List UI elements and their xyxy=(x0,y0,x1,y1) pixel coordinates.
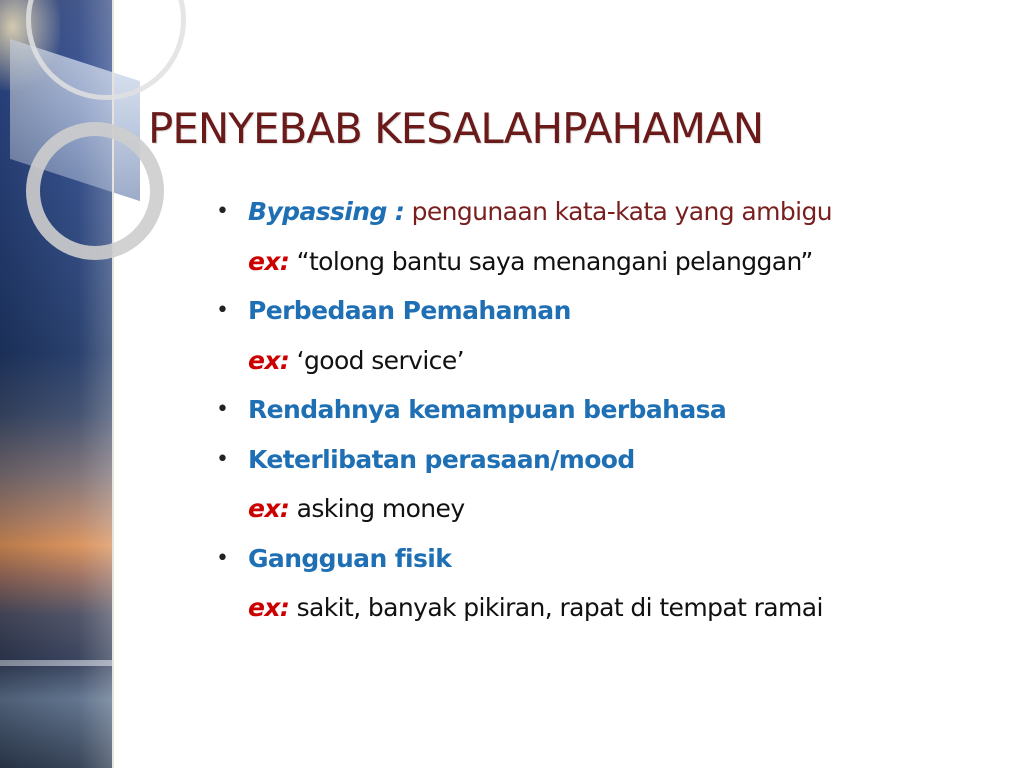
bullet-heading: Bypassing : xyxy=(248,197,405,226)
bullet-dot: • xyxy=(216,446,229,472)
example-label: ex: xyxy=(248,494,290,523)
bullet-dot: • xyxy=(216,199,229,224)
bullet-text xyxy=(248,192,832,232)
example-text: sakit, banyak pikiran, rapat di tempat ramai xyxy=(289,593,823,622)
bullet-heading: Gangguan fisik xyxy=(248,543,452,573)
example-line xyxy=(216,489,996,539)
example-line xyxy=(216,242,996,292)
slide-title: PENYEBAB KESALAHPAHAMAN xyxy=(148,104,764,153)
bullet-heading: Rendahnya kemampuan berbahasa xyxy=(248,395,727,424)
side-photo-strip xyxy=(0,0,112,768)
example-text: asking money xyxy=(289,494,465,523)
bullet-dot: • xyxy=(216,298,229,323)
bullet-description: pengunaan kata-kata yang ambigu xyxy=(404,197,832,226)
bullet-dot: • xyxy=(216,397,229,422)
strip-shade xyxy=(0,0,112,768)
example-label: ex: xyxy=(248,593,290,622)
example-label: ex: xyxy=(248,345,290,375)
bullet-dot: • xyxy=(216,545,229,571)
example-label: ex: xyxy=(248,246,290,276)
bullet-item xyxy=(216,539,996,589)
bullet-item xyxy=(216,291,996,341)
bullet-item xyxy=(216,192,996,242)
example-text: “tolong bantu saya menangani pelanggan” xyxy=(289,246,813,276)
slide-content xyxy=(216,192,996,638)
bullet-item xyxy=(216,390,996,440)
example-line xyxy=(216,588,996,638)
strip-divider xyxy=(112,0,114,768)
example-text: ‘good service’ xyxy=(289,345,464,375)
decorative-ring-small xyxy=(26,122,164,260)
bullet-item xyxy=(216,440,996,490)
bullet-heading: Perbedaan Pemahaman xyxy=(248,296,571,325)
example-line xyxy=(216,341,996,391)
bullet-heading: Keterlibatan perasaan/mood xyxy=(248,444,635,474)
